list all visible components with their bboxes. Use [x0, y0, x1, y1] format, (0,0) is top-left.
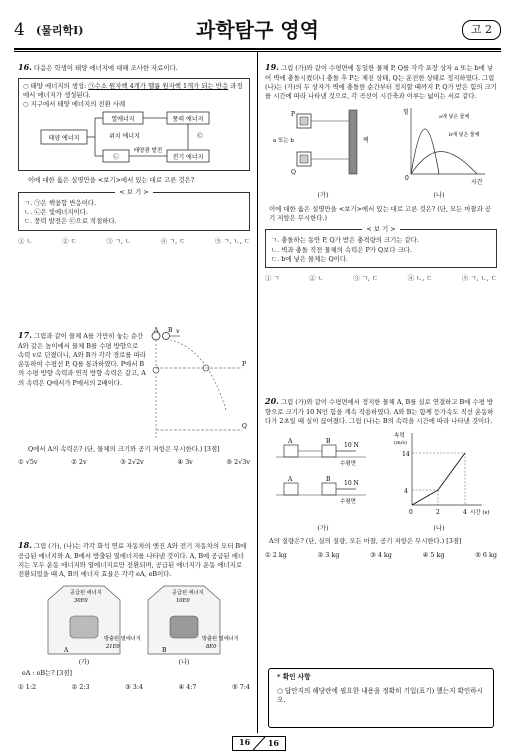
- label-b-bottom: B: [326, 476, 331, 484]
- axis-x-label: 시간: [471, 179, 483, 187]
- choice-4[interactable]: ④ 3v: [177, 458, 193, 467]
- label-v: v: [176, 328, 180, 335]
- page-total: 16: [267, 738, 279, 748]
- page-title: 과학탐구 영역: [196, 18, 319, 42]
- choice-2[interactable]: ② 3 kg: [317, 550, 340, 559]
- label-a: A: [154, 327, 159, 334]
- label-a-top: A: [288, 438, 293, 446]
- force-label-bottom: 10 N: [344, 480, 359, 488]
- question-20: [265, 396, 497, 560]
- collision-figure: [271, 104, 491, 188]
- bogi-box: < 보 기 > ㄱ. ㉠은 핵융합 반응이다. ㄴ. ㉡은 빛에너지이다. ㄷ. 풍력 발전은 ㉢으로 적절하다.: [18, 192, 250, 231]
- label-b-top: B: [326, 438, 331, 446]
- bullet-energy-generation: ○ 태양 에너지의 생성: ㉠수소 원자핵 4개가 헬륨 원자핵 1개가 되는 반응 과정에서 에너지가 생성된다.: [23, 81, 243, 99]
- axis-x-label: 시간 (s): [470, 510, 490, 517]
- section-number: 4: [14, 20, 25, 40]
- question-stem: 그림과 같이 물체 A를 가만히 놓는 순간 A와 같은 높이에서 물체 B를 수평 방향으로 속력 v로 던졌더니, A와 B가 각각 경로를 따라 운동하여 수평선 P, Q를 통과하였다. P에서 B의 수평 방향 속력과 연직 방향 속력은 같고, A의 속력은 Q에서가 P에서의 2배이다.: [18, 332, 146, 387]
- fig-a-supply: 공급된 에너지: [70, 590, 102, 597]
- label-b: B: [168, 327, 173, 334]
- page-current: 16: [239, 737, 251, 747]
- fig-b-label: B: [162, 647, 167, 655]
- choice-1[interactable]: ① ㄴ: [18, 236, 33, 245]
- choice-5[interactable]: ⑤ 2√3v: [226, 458, 250, 467]
- caption-a: (가): [78, 659, 90, 667]
- question-prompt: eA : eB는? [3점]: [22, 669, 72, 678]
- string-force-figure: [270, 429, 492, 521]
- choice-5[interactable]: ⑤ ㄱ, ㄴ, ㄷ: [461, 274, 497, 283]
- answer-choices: [18, 237, 250, 246]
- label-p: P: [291, 111, 296, 119]
- choice-2[interactable]: ② 2:3: [71, 682, 90, 691]
- question-prompt: Q에서 A의 속력은? (단, 물체의 크기와 공기 저항은 무시한다.) [3점]: [28, 445, 220, 453]
- question-16: [18, 62, 250, 246]
- question-17: [18, 327, 250, 468]
- answer-choices: [18, 458, 250, 467]
- choice-2[interactable]: ② ㄷ: [62, 236, 77, 245]
- fig-a-label: A: [64, 647, 69, 655]
- choice-1[interactable]: ① 2 kg: [265, 550, 287, 559]
- fig-a-supply-val: 30E0: [74, 598, 88, 605]
- question-stem: 그림 (가)와 같이 수평면에 동일한 물체 P, Q를 각각 포장 상자 a 또는 b에 넣어 벽에 충돌시켰더니 충돌 후 P는 제진 상태, Q는 운전한 상태로 정지하였다. 그림 (나)는 (가)의 두 상자가 벽에 충돌한 순간부터 정지할 때까지 P, Q가 받은 힘의 크기를 시간에 따라 나타낸 것으로, 각 곡선이 시간축과 이루는 넓이는 서로 같다.: [265, 64, 497, 101]
- choice-5[interactable]: ⑤ 6 kg: [475, 550, 497, 559]
- node-heat: 열에너지: [111, 116, 135, 124]
- axis-y-label: 힘: [403, 109, 409, 117]
- label-a-bottom: A: [288, 476, 293, 484]
- origin-label: 0: [405, 175, 409, 183]
- fig-b-supply: 공급된 에너지: [172, 590, 204, 597]
- question-prompt: 이에 대한 옳은 설명만을 <보기>에서 있는 대로 고른 것은?: [28, 176, 195, 185]
- grade-badge: 고 2: [462, 20, 501, 40]
- question-stem: 그림 (가)와 같이 수평면에서 정지한 물체 A, B를 실로 연결하고 B에 수평 방향으로 크기가 10 N인 힘을 계속 작용하였다. A와 B는 함께 등가속도 직선 운동하다가 2초일 때 실이 끊어졌다. 그림 (나)는 B의 속력을 시간에 따라 나타낸 것이다.: [265, 398, 494, 425]
- label-q: Q: [242, 423, 247, 430]
- answer-choices: [265, 551, 497, 560]
- question-prompt: 이에 대한 옳은 설명만을 <보기>에서 있는 대로 고른 것은? (단, 모든 마찰과 공기 저항은 무시한다.): [269, 204, 492, 222]
- tick-x2: 2: [436, 509, 440, 517]
- question-number: 18.: [18, 540, 32, 550]
- tick-x4: 4: [463, 509, 467, 517]
- question-number: 16.: [18, 62, 32, 72]
- fig-a-emit-val: 21E0: [106, 644, 120, 651]
- bogi-item: ㄷ. 풍력 발전은 ㉢으로 적절하다.: [24, 217, 117, 226]
- choice-3[interactable]: ③ ㄱ, ㄴ: [106, 236, 132, 245]
- fig-b-emit-val: 8E0: [206, 644, 217, 651]
- axis-y-label: 속력: [394, 433, 405, 440]
- choice-1[interactable]: ① ㄱ: [265, 274, 280, 283]
- fig-a-emit: 방출된 열에너지: [104, 636, 141, 643]
- label-wall: 벽: [363, 137, 369, 145]
- label-c2: ㉢: [197, 133, 204, 141]
- label-p: P: [242, 361, 247, 368]
- question-number: 17.: [18, 330, 32, 340]
- answer-choices: [265, 274, 497, 283]
- question-prompt: A의 질량은? (단, 실의 질량, 모든 마찰, 공기 저항은 무시한다.) [3점]: [269, 537, 462, 546]
- figure-captions: (가) (나): [317, 524, 445, 533]
- choice-3[interactable]: ③ 4 kg: [370, 550, 392, 559]
- curve-a-label: a에 넣은 물체: [439, 114, 470, 121]
- question-stem: 그림 (가), (나)는 각각 화석 연료 자동차의 엔진 A와 전기 자동차의 모터 B에 공급된 에너지와 A, B에서 방출된 열에너지를 나타낸 것이다. A, B에 공급된 에너지는 모두 운동 에너지와 열에너지로만 전환되며, 공급된 에너지가 운동 에너지로 전환되었을 때 A, B의 에너지 효율은 각각 eA, eB이다.: [18, 542, 247, 579]
- bogi-item: ㄴ. 벽과 충돌 직전 물체의 속력은 P가 Q보다 크다.: [271, 245, 412, 254]
- question-19: [265, 62, 497, 283]
- bogi-item: ㄱ. ㉠은 핵융합 반응이다.: [24, 198, 97, 207]
- bogi-item: ㄴ. ㉡은 빛에너지이다.: [24, 208, 88, 216]
- notice-body: ○ 답안지의 해당란에 필요한 내용을 정확히 기입(표기) 했는지 확인하시오.: [277, 686, 484, 705]
- bogi-item: ㄷ. b에 넣은 물체는 Q이다.: [271, 254, 349, 263]
- fig-b-emit: 방출된 열에너지: [202, 636, 239, 643]
- figure-captions: (가) (나): [317, 191, 445, 200]
- curve-b-label: b에 넣은 물체: [449, 132, 480, 139]
- label-solar-plant: 태양광 발전: [133, 148, 163, 155]
- node-potential: 위치 에너지: [109, 133, 140, 141]
- ground-label-top: 수평면: [340, 461, 356, 468]
- notice-title: * 확인 사항: [277, 673, 311, 681]
- choice-4[interactable]: ④ 4:7: [178, 682, 197, 691]
- label-c1: ㉡: [112, 154, 120, 162]
- page-header: [14, 4, 501, 48]
- choice-5[interactable]: ⑤ 7:4: [231, 682, 250, 691]
- column-divider: [257, 52, 258, 733]
- label-box: a 또는 b: [273, 138, 294, 145]
- choice-5[interactable]: ⑤ ㄱ, ㄴ, ㄷ: [214, 236, 250, 245]
- question-18: [18, 540, 250, 692]
- node-wind: 풍력 에너지: [172, 116, 204, 124]
- bullet-conversion: ○ 지구에서 태양 에너지의 전환 사례: [23, 100, 126, 109]
- info-box: [18, 78, 250, 172]
- notice-box: [268, 668, 494, 728]
- choice-2[interactable]: ② 2v: [71, 458, 87, 467]
- choice-4[interactable]: ④ ㄱ, ㄷ: [160, 236, 186, 245]
- label-q: Q: [291, 169, 296, 177]
- header-rule: [14, 48, 501, 50]
- tick-14: 14: [402, 451, 410, 459]
- node-solar: 태양 에너지: [48, 135, 80, 143]
- axis-y-unit: (m/s): [394, 440, 407, 447]
- ground-label-bottom: 수평면: [340, 499, 356, 506]
- choice-4[interactable]: ④ 5 kg: [422, 550, 445, 559]
- energy-conversion-diagram: [39, 112, 229, 164]
- question-stem: 다음은 학생이 태양 에너지에 대해 조사한 자료이다.: [33, 64, 178, 72]
- bogi-box: < 보 기 > ㄱ. 충돌하는 동안 P, Q가 받은 충격량의 크기는 같다. ㄴ. 벽과 충돌 직전 물체의 속력은 P가 Q보다 크다. ㄷ. b에 넣은 물체는 Q이다.: [265, 229, 497, 268]
- engine-motor-figure: [34, 582, 239, 667]
- page-number: [232, 736, 286, 751]
- answer-choices: [18, 683, 250, 692]
- tick-x0: 0: [409, 509, 413, 517]
- force-label-top: 10 N: [344, 442, 359, 450]
- fig-b-supply-val: 10E0: [176, 598, 190, 605]
- tick-4: 4: [404, 488, 408, 496]
- projectile-figure: [146, 327, 250, 442]
- choice-1[interactable]: ① 1:2: [18, 682, 37, 691]
- question-number: 20.: [265, 396, 279, 406]
- subject-label: (물리학Ⅰ): [36, 24, 84, 37]
- question-number: 19.: [265, 62, 279, 72]
- node-electric: 전기 에너지: [172, 154, 204, 162]
- choice-3[interactable]: ③ 3:4: [124, 682, 144, 691]
- choice-1[interactable]: ① √5v: [18, 458, 38, 467]
- choice-2[interactable]: ② ㄴ: [309, 274, 324, 283]
- caption-b: (나): [178, 659, 190, 667]
- choice-3[interactable]: ③ ㄱ, ㄷ: [353, 274, 379, 283]
- bogi-item: ㄱ. 충돌하는 동안 P, Q가 받은 충격량의 크기는 같다.: [271, 236, 419, 245]
- choice-4[interactable]: ④ ㄴ, ㄷ: [407, 274, 433, 283]
- choice-3[interactable]: ③ 2√2v: [120, 458, 144, 467]
